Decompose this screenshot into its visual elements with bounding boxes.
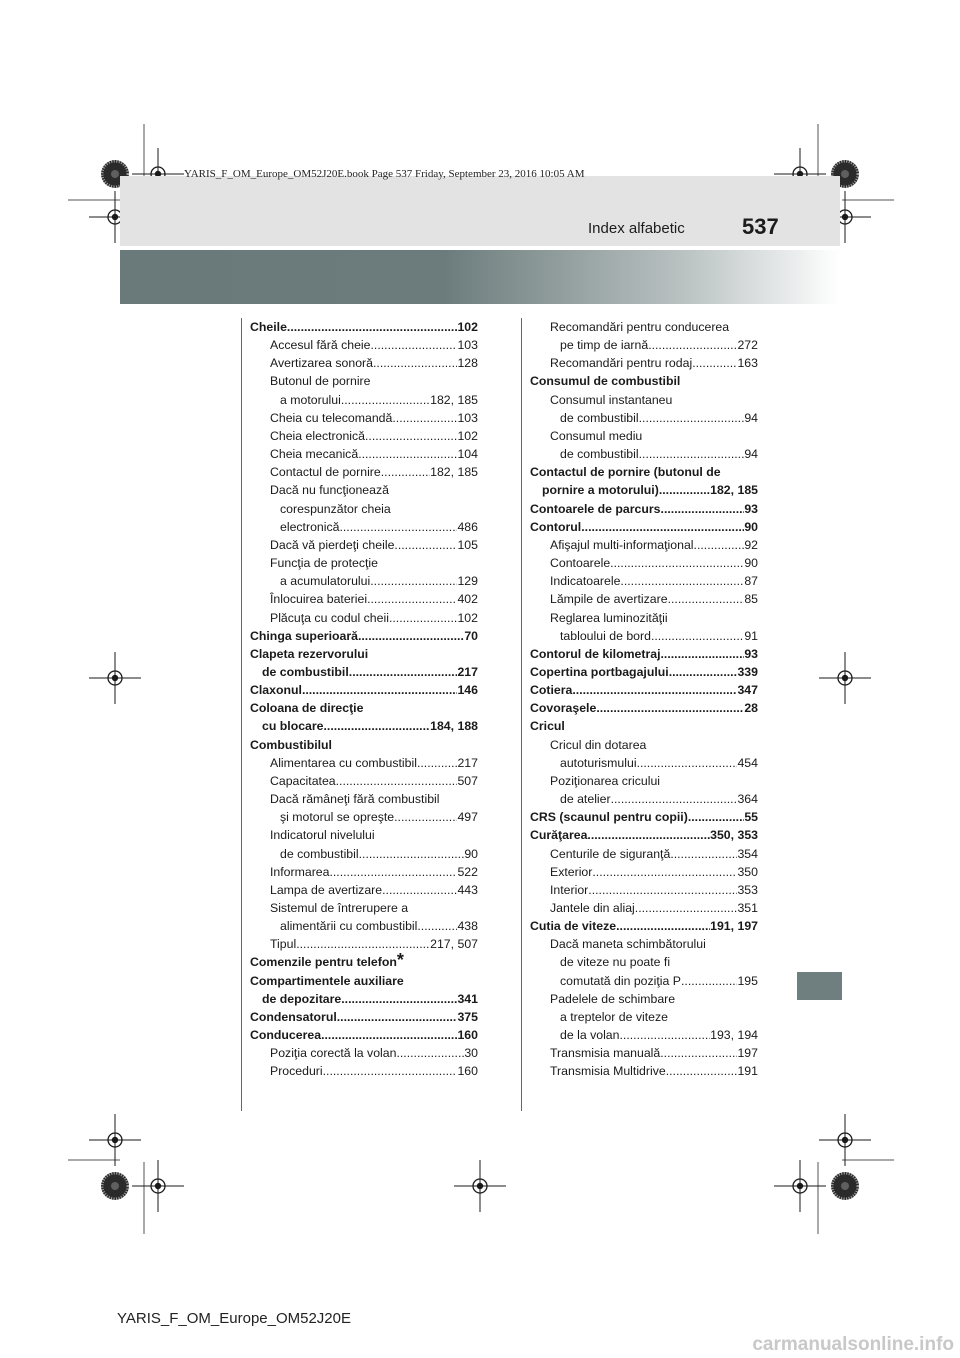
dot-leader <box>651 627 744 645</box>
dot-leader <box>373 354 457 372</box>
index-entry <box>530 972 758 990</box>
dot-leader <box>587 826 710 844</box>
page-ref: 353 <box>737 882 758 897</box>
dot-leader <box>341 391 430 409</box>
dot-leader <box>323 1062 458 1080</box>
index-entry <box>530 445 758 463</box>
page-ref: 339 <box>737 664 758 679</box>
index-entry <box>530 1008 758 1026</box>
dot-leader <box>596 699 744 717</box>
book-info-line: YARIS_F_OM_Europe_OM52J20E.book Page 537 Friday, September 23, 2016 10:05 AM <box>184 168 585 180</box>
index-term: a motorului <box>280 392 341 407</box>
index-entry <box>250 463 478 481</box>
index-entry <box>250 717 478 735</box>
page-ref: 375 <box>457 1009 478 1024</box>
index-term: Consumul mediu <box>550 428 643 443</box>
index-term: corespunzător cheia <box>280 501 391 516</box>
index-entry <box>250 409 478 427</box>
index-entry <box>250 572 478 590</box>
index-term: Butonul de pornire <box>270 374 371 389</box>
index-entry <box>530 699 758 717</box>
index-term: Cotiera <box>530 683 573 698</box>
index-term: Proceduri <box>270 1064 323 1079</box>
index-term: şi motorul se opreşte <box>280 810 395 825</box>
page-ref: 402 <box>457 592 478 607</box>
index-entry <box>250 972 478 990</box>
page-ref: 341 <box>457 991 478 1006</box>
index-term: Tipul <box>270 937 297 952</box>
index-entry <box>530 1044 758 1062</box>
page-ref: 350, 353 <box>710 828 758 843</box>
dot-leader <box>365 427 457 445</box>
dot-leader <box>659 481 710 499</box>
page-ref: 347 <box>737 683 758 698</box>
index-entry <box>530 826 758 844</box>
dot-leader <box>349 663 458 681</box>
index-term: Dacă nu funcţionează <box>270 483 389 498</box>
dot-leader <box>394 536 457 554</box>
chapter-tab-marker <box>797 972 842 1000</box>
header-gradient-bar <box>120 250 840 304</box>
index-entry <box>250 1044 478 1062</box>
page-ref: 191 <box>737 1064 758 1079</box>
index-term: de combustibil <box>262 664 349 679</box>
index-term: autoturismului <box>560 755 637 770</box>
dot-leader <box>394 808 457 826</box>
index-term: Poziţia corectă la volan <box>270 1046 397 1061</box>
dot-leader <box>382 881 457 899</box>
index-entry <box>250 663 478 681</box>
index-term: a acumulatorului <box>280 574 371 589</box>
column-rule-middle <box>521 318 522 1111</box>
index-entry <box>250 427 478 445</box>
dot-leader <box>660 1044 737 1062</box>
page-ref: 102 <box>457 428 478 443</box>
index-term: electronică <box>280 519 340 534</box>
dot-leader <box>358 445 457 463</box>
page-ref: 105 <box>457 537 478 552</box>
page-ref: 103 <box>457 410 478 425</box>
dot-leader <box>358 627 464 645</box>
page-ref: 93 <box>744 501 758 516</box>
index-entry <box>250 536 478 554</box>
index-entry <box>530 372 758 390</box>
page-ref: 128 <box>457 356 478 371</box>
index-term: Contoarele <box>550 556 611 571</box>
dot-leader <box>572 681 737 699</box>
index-term: Condensatorul <box>250 1009 337 1024</box>
index-term: pornire a motorului) <box>542 483 659 498</box>
dot-leader <box>370 572 457 590</box>
index-entry <box>250 372 478 390</box>
index-term: Indicatorul nivelului <box>270 828 375 843</box>
page-ref: 184, 188 <box>430 719 478 734</box>
index-entry <box>250 627 478 645</box>
dot-leader <box>669 663 738 681</box>
index-entry <box>250 518 478 536</box>
dot-leader <box>367 590 457 608</box>
index-entry <box>530 681 758 699</box>
index-term: Comenzile pentru telefon <box>250 955 397 970</box>
dot-leader <box>588 881 737 899</box>
dot-leader <box>417 917 457 935</box>
index-entry <box>250 845 478 863</box>
index-entry <box>530 627 758 645</box>
page-ref: 182, 185 <box>430 465 478 480</box>
index-entry <box>250 354 478 372</box>
index-column-left <box>250 318 478 1081</box>
dot-leader <box>581 518 744 536</box>
index-term: comutată din poziţia P <box>560 973 681 988</box>
index-term: Padelele de schimbare <box>550 991 676 1006</box>
page-ref: 217, 507 <box>430 937 478 952</box>
column-rule-left <box>241 318 242 1111</box>
watermark: carmanualsonline.info <box>752 1334 954 1355</box>
index-term: de la volan <box>560 1028 620 1043</box>
page-ref: 163 <box>737 356 758 371</box>
index-term: Funcţia de protecţie <box>270 556 379 571</box>
index-term: Jantele din aliaj <box>550 901 635 915</box>
dot-leader <box>610 554 744 572</box>
index-entry <box>250 736 478 754</box>
dot-leader <box>287 318 458 336</box>
page-ref: 103 <box>457 338 478 353</box>
index-term: de depozitare <box>262 991 342 1006</box>
page-ref: 146 <box>457 683 478 698</box>
index-term: Interior <box>550 882 589 897</box>
index-term: Contorul <box>530 519 582 534</box>
index-term: Transmisia Multidrive <box>550 1064 666 1079</box>
dot-leader <box>337 1008 458 1026</box>
index-entry <box>250 481 478 499</box>
page-ref: 93 <box>744 646 758 661</box>
index-term: de combustibil <box>560 447 639 462</box>
section-title: Index alfabetic <box>588 220 685 237</box>
page-ref: 364 <box>737 792 758 807</box>
index-entry <box>250 990 478 1008</box>
dot-leader <box>381 463 430 481</box>
index-term: de viteze nu poate fi <box>560 955 671 970</box>
index-entry <box>530 790 758 808</box>
index-entry <box>530 500 758 518</box>
dot-leader <box>637 754 738 772</box>
page-ref: 91 <box>744 628 758 643</box>
index-entry <box>530 645 758 663</box>
index-term: Centurile de siguranţă <box>550 846 671 861</box>
index-term: Avertizarea sonoră <box>270 356 373 371</box>
index-term: Dacă rămâneţi fără combustibil <box>270 792 440 807</box>
index-entry <box>530 354 758 372</box>
page-ref: 55 <box>744 810 758 825</box>
index-entry <box>530 336 758 354</box>
index-entry <box>530 1062 758 1080</box>
index-term: Înlocuirea bateriei <box>270 592 368 607</box>
index-entry <box>250 590 478 608</box>
index-entry <box>250 336 478 354</box>
dot-leader <box>324 717 431 735</box>
index-term: tabloului de bord <box>560 628 651 643</box>
index-term: Recomandări pentru conducerea <box>550 320 730 334</box>
index-term: de atelier <box>560 792 611 807</box>
index-entry <box>530 536 758 554</box>
index-term: Cheia cu telecomandă <box>270 410 393 425</box>
page-ref: 90 <box>744 519 758 534</box>
index-entry <box>250 1008 478 1026</box>
page-ref: 94 <box>744 447 758 462</box>
index-term: Contoarele de parcurs <box>530 501 661 516</box>
dot-leader <box>688 808 744 826</box>
page-ref: 85 <box>744 592 758 607</box>
index-entry <box>530 318 758 336</box>
index-entry <box>530 736 758 754</box>
footer-code: YARIS_F_OM_Europe_OM52J20E <box>117 1310 352 1327</box>
dot-leader <box>341 990 457 1008</box>
index-entry <box>530 463 758 481</box>
index-term: Combustibilul <box>250 737 332 752</box>
index-entry <box>530 881 758 899</box>
index-term: Consumul instantaneu <box>550 392 673 407</box>
page-ref: 129 <box>457 574 478 589</box>
index-entry <box>530 990 758 1008</box>
index-entry <box>250 645 478 663</box>
index-term: Curăţarea <box>530 828 588 843</box>
index-entry: Comenzile pentru telefon * <box>250 950 404 971</box>
dot-leader <box>321 1026 457 1044</box>
index-term: Lămpile de avertizare <box>550 592 668 607</box>
index-term: Chinga superioară <box>250 628 358 643</box>
index-entry <box>530 717 758 735</box>
index-term: Cutia de viteze <box>530 919 617 934</box>
index-entry <box>530 917 758 935</box>
dot-leader <box>359 845 465 863</box>
page-ref: 443 <box>457 882 478 897</box>
page-ref: 182, 185 <box>710 483 758 498</box>
index-term: Cheia mecanică <box>270 447 359 462</box>
index-entry <box>250 917 478 935</box>
page-ref: 354 <box>737 846 758 861</box>
index-entry <box>530 554 758 572</box>
index-term: Reglarea luminozităţii <box>550 610 668 625</box>
index-entry <box>530 899 758 917</box>
page-ref: 197 <box>737 1046 758 1061</box>
index-term: Poziţionarea cricului <box>550 773 661 788</box>
page-ref: 217 <box>457 664 478 679</box>
dot-leader <box>389 609 458 627</box>
dot-leader <box>666 1062 738 1080</box>
index-entry <box>250 772 478 790</box>
index-term: CRS (scaunul pentru copii) <box>530 810 688 825</box>
page-ref: 94 <box>744 410 758 425</box>
index-entry <box>530 663 758 681</box>
index-term: Contorul de kilometraj <box>530 646 661 661</box>
index-entry <box>250 754 478 772</box>
page-ref: 507 <box>457 773 478 788</box>
page-ref: 160 <box>457 1028 478 1043</box>
page-ref: 217 <box>457 755 478 770</box>
index-column-right <box>530 318 758 1081</box>
dot-leader <box>336 772 458 790</box>
index-term: Conducerea <box>250 1028 322 1043</box>
index-term: Capacitatea <box>270 773 336 788</box>
index-entry <box>530 609 758 627</box>
index-term: Claxonul <box>250 683 302 698</box>
index-term: de combustibil <box>280 846 359 861</box>
page-ref: 438 <box>457 919 478 934</box>
page-ref: 90 <box>464 846 478 861</box>
index-entry <box>250 500 478 518</box>
index-entry <box>530 935 758 953</box>
dot-leader <box>329 863 457 881</box>
dot-leader <box>619 1026 710 1044</box>
dot-leader <box>592 863 737 881</box>
index-term: Compartimentele auxiliare <box>250 973 404 988</box>
page-ref: 497 <box>457 810 478 825</box>
dot-leader <box>396 1044 464 1062</box>
page-ref: 30 <box>464 1046 478 1061</box>
index-entry <box>530 808 758 826</box>
dot-leader <box>620 572 744 590</box>
index-term: Consumul de combustibil <box>530 374 681 389</box>
dot-leader <box>661 645 745 663</box>
page-ref: 454 <box>737 755 758 770</box>
index-entry <box>250 935 478 953</box>
page-ref: 191, 197 <box>710 919 758 934</box>
index-term: Cricul din dotarea <box>550 737 647 752</box>
index-entry <box>530 754 758 772</box>
index-term: Contactul de pornire <box>270 465 381 480</box>
index-term: de combustibil <box>560 410 639 425</box>
index-term: a treptelor de viteze <box>560 1009 669 1024</box>
dot-leader <box>370 336 457 354</box>
index-entry <box>250 681 478 699</box>
page-ref: 351 <box>737 901 758 915</box>
index-term: Informarea <box>270 864 330 879</box>
index-entry <box>530 845 758 863</box>
dot-leader <box>339 518 457 536</box>
page-ref: 92 <box>744 537 758 552</box>
index-term: Transmisia manuală <box>550 1046 661 1061</box>
index-entry <box>530 863 758 881</box>
index-term: Alimentarea cu combustibil <box>270 755 417 770</box>
index-entry <box>250 790 478 808</box>
page-ref: 28 <box>744 701 758 716</box>
dot-leader <box>692 354 737 372</box>
page-ref: 160 <box>457 1064 478 1079</box>
index-entry <box>250 1026 478 1044</box>
dot-leader <box>639 445 745 463</box>
page-ref: 195 <box>737 973 758 988</box>
page-ref: 522 <box>457 864 478 879</box>
index-entry <box>530 481 758 499</box>
page-ref: 350 <box>737 864 758 879</box>
page-ref: 87 <box>744 574 758 589</box>
index-entry <box>250 826 478 844</box>
page-ref: 104 <box>457 447 478 462</box>
page-ref: 90 <box>744 556 758 571</box>
index-entry <box>250 554 478 572</box>
index-term: Clapeta rezervorului <box>250 646 369 661</box>
index-entry <box>250 899 478 917</box>
page-ref: 182, 185 <box>430 392 478 407</box>
index-term: Cricul <box>530 719 565 734</box>
index-term: Indicatoarele <box>550 574 621 589</box>
dot-leader <box>670 845 737 863</box>
dot-leader <box>668 590 745 608</box>
index-entry <box>250 445 478 463</box>
index-term: Cheia electronică <box>270 428 366 443</box>
page-ref: 272 <box>737 338 758 353</box>
index-entry <box>530 409 758 427</box>
index-entry <box>250 391 478 409</box>
page-ref: 102 <box>457 610 478 625</box>
index-entry <box>530 1026 758 1044</box>
index-entry <box>530 953 758 971</box>
page-ref: 70 <box>464 628 478 643</box>
page-ref: 193, 194 <box>710 1028 758 1043</box>
dot-leader <box>417 754 458 772</box>
dot-leader <box>694 536 745 554</box>
index-term: Recomandări pentru rodaj <box>550 356 693 371</box>
index-term: Exterior <box>550 864 593 879</box>
dot-leader <box>611 790 738 808</box>
index-entry <box>250 318 478 336</box>
index-term: Copertina portbagajului <box>530 664 669 679</box>
index-entry <box>530 590 758 608</box>
index-term: Accesul fără cheie <box>270 338 371 353</box>
index-entry <box>530 391 758 409</box>
page-ref: 102 <box>457 320 478 334</box>
dot-leader <box>635 899 738 917</box>
index-term: Cheile <box>250 320 287 334</box>
header-background <box>120 176 840 246</box>
index-entry <box>530 427 758 445</box>
dot-leader <box>616 917 710 935</box>
index-entry <box>530 772 758 790</box>
dot-leader <box>296 935 430 953</box>
index-entry <box>250 699 478 717</box>
index-entry <box>250 1062 478 1080</box>
dot-leader <box>392 409 457 427</box>
index-entry <box>250 863 478 881</box>
index-term: pe timp de iarnă <box>560 338 649 353</box>
index-term: cu blocare <box>262 719 324 734</box>
index-term: Sistemul de întrerupere a <box>270 901 409 915</box>
dot-leader <box>302 681 458 699</box>
index-entry <box>250 808 478 826</box>
dot-leader <box>639 409 745 427</box>
page-ref: 486 <box>457 519 478 534</box>
index-entry <box>530 572 758 590</box>
index-term: Contactul de pornire (butonul de <box>530 465 721 480</box>
index-term: Plăcuţa cu codul cheii <box>270 610 389 625</box>
index-term: Dacă maneta schimbătorului <box>550 937 706 952</box>
index-entry <box>250 609 478 627</box>
index-entry <box>530 518 758 536</box>
dot-leader <box>648 336 737 354</box>
index-term: Coloana de direcţie <box>250 701 364 716</box>
index-term: Lampa de avertizare <box>270 882 383 897</box>
index-term: Covoraşele <box>530 701 597 716</box>
index-entry <box>250 881 478 899</box>
dot-leader <box>681 972 737 990</box>
index-term: Afişajul multi-informaţional <box>550 537 694 552</box>
page-number: 537 <box>742 214 779 239</box>
index-term: alimentării cu combustibil <box>280 919 418 934</box>
index-term: Dacă vă pierdeţi cheile <box>270 537 395 552</box>
dot-leader <box>661 500 745 518</box>
